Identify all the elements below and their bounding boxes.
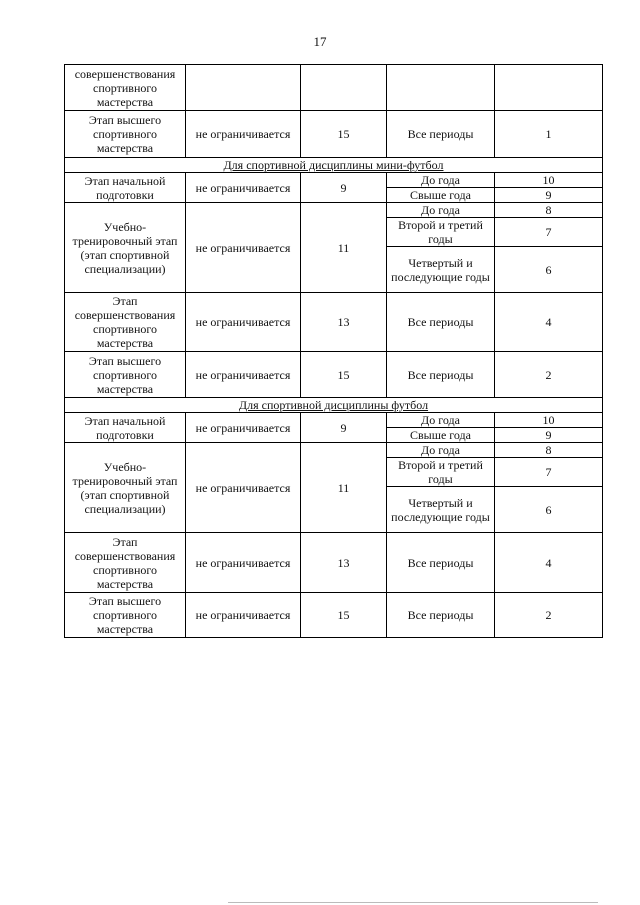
people-cell: 15 [301, 352, 387, 398]
period-cell: Свыше года [387, 428, 495, 443]
count-cell: 1 [495, 111, 603, 158]
stage-cell: Этап совершенствования спортивного мастерства [65, 293, 186, 352]
period-cell [387, 65, 495, 111]
period-cell: Все периоды [387, 111, 495, 158]
count-cell: 8 [495, 443, 603, 458]
table-row [65, 293, 603, 352]
count-cell: 7 [495, 458, 603, 487]
stage-cell: Этап совершенствования спортивного мастерства [65, 533, 186, 593]
age-limit-cell: не ограничивается [186, 533, 301, 593]
section-header-row [65, 398, 603, 413]
count-cell [495, 65, 603, 111]
section-title: Для спортивной дисциплины футбол [65, 398, 603, 413]
count-cell: 10 [495, 413, 603, 428]
count-cell: 9 [495, 188, 603, 203]
age-limit-cell: не ограничивается [186, 173, 301, 203]
stage-cell: Учебно-тренировочный этап (этап спортивной специализации) [65, 443, 186, 533]
people-cell: 11 [301, 203, 387, 293]
people-cell: 15 [301, 593, 387, 638]
age-limit-cell: не ограничивается [186, 593, 301, 638]
period-cell: Свыше года [387, 188, 495, 203]
age-limit-cell [186, 65, 301, 111]
period-cell: Второй и третий годы [387, 458, 495, 487]
table-row [65, 413, 603, 428]
people-cell: 15 [301, 111, 387, 158]
page-number: 17 [313, 34, 327, 49]
stage-cell: совершенствования спортивного мастерства [65, 65, 186, 111]
people-cell: 13 [301, 293, 387, 352]
count-cell: 4 [495, 533, 603, 593]
count-cell: 8 [495, 203, 603, 218]
period-cell: Четвертый и последующие годы [387, 487, 495, 533]
period-cell: До года [387, 203, 495, 218]
period-cell: Четвертый и последующие годы [387, 247, 495, 293]
count-cell: 4 [495, 293, 603, 352]
count-cell: 2 [495, 593, 603, 638]
section-title: Для спортивной дисциплины мини-футбол [65, 158, 603, 173]
count-cell: 2 [495, 352, 603, 398]
stage-cell: Этап высшего спортивного мастерства [65, 593, 186, 638]
table-row [65, 593, 603, 638]
scan-edge-line [228, 902, 598, 903]
people-cell: 11 [301, 443, 387, 533]
period-cell: Все периоды [387, 293, 495, 352]
table-row [65, 65, 603, 111]
age-limit-cell: не ограничивается [186, 413, 301, 443]
table-row [65, 533, 603, 593]
age-limit-cell: не ограничивается [186, 293, 301, 352]
stage-cell: Этап начальной подготовки [65, 173, 186, 203]
count-cell: 7 [495, 218, 603, 247]
table-row [65, 111, 603, 158]
age-limit-cell: не ограничивается [186, 443, 301, 533]
stage-cell: Этап высшего спортивного мастерства [65, 111, 186, 158]
period-cell: Второй и третий годы [387, 218, 495, 247]
people-cell: 9 [301, 413, 387, 443]
count-cell: 6 [495, 487, 603, 533]
period-cell: До года [387, 413, 495, 428]
table-row [65, 203, 603, 218]
requirements-table [64, 64, 603, 638]
count-cell: 9 [495, 428, 603, 443]
table-row [65, 173, 603, 188]
period-cell: Все периоды [387, 593, 495, 638]
count-cell: 6 [495, 247, 603, 293]
table-row [65, 352, 603, 398]
stage-cell: Этап начальной подготовки [65, 413, 186, 443]
people-cell: 9 [301, 173, 387, 203]
period-cell: Все периоды [387, 533, 495, 593]
table-row [65, 443, 603, 458]
age-limit-cell: не ограничивается [186, 203, 301, 293]
period-cell: Все периоды [387, 352, 495, 398]
people-cell [301, 65, 387, 111]
age-limit-cell: не ограничивается [186, 111, 301, 158]
count-cell: 10 [495, 173, 603, 188]
stage-cell: Этап высшего спортивного мастерства [65, 352, 186, 398]
people-cell: 13 [301, 533, 387, 593]
period-cell: До года [387, 173, 495, 188]
section-header-row [65, 158, 603, 173]
stage-cell: Учебно-тренировочный этап (этап спортивной специализации) [65, 203, 186, 293]
period-cell: До года [387, 443, 495, 458]
age-limit-cell: не ограничивается [186, 352, 301, 398]
